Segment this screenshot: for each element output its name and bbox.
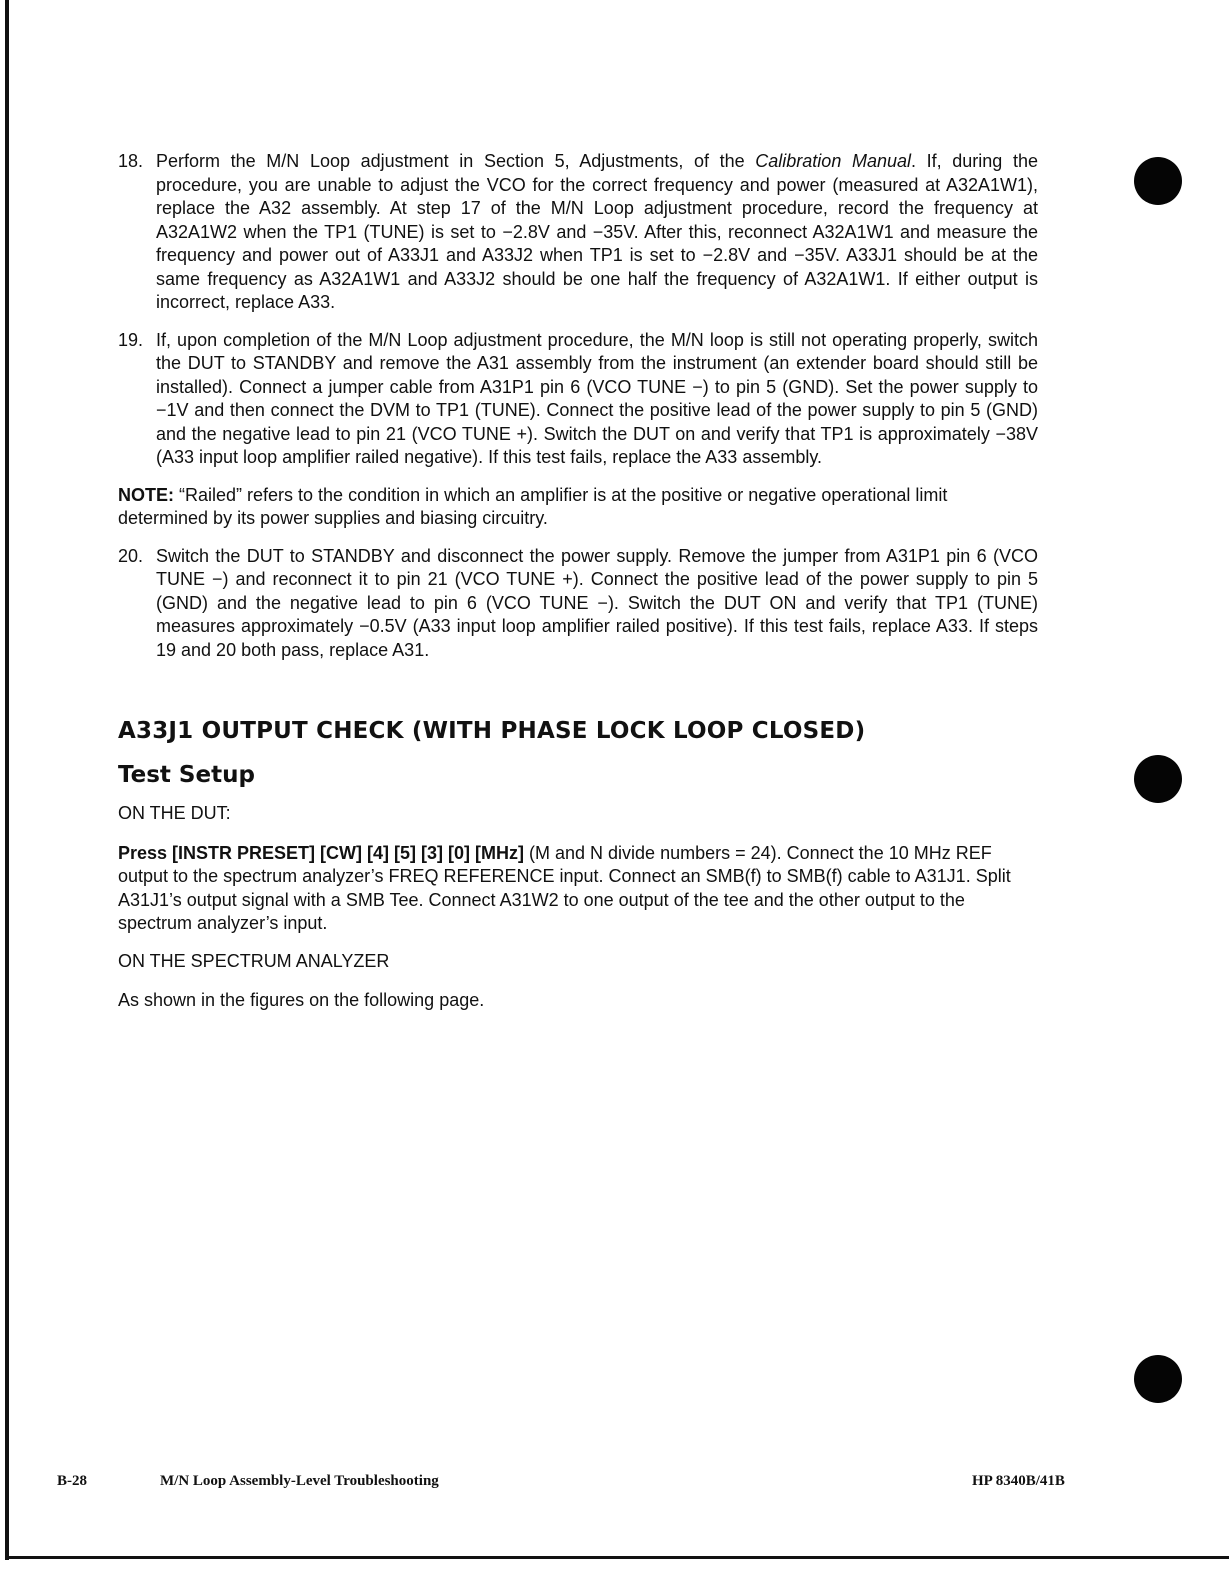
bottom-border-line <box>5 1556 1229 1559</box>
setup-paragraph <box>118 842 1038 936</box>
binder-hole-bottom <box>1134 1355 1182 1403</box>
footer-model: HP 8340B/41B <box>972 1473 1065 1489</box>
step-number: 18. <box>118 151 144 171</box>
setup-text: (M and N divide numbers = 24). Connect the 10 MHz REF output to the spectrum analyzer’s FREQ REFERENCE input. Connect an SMB(f) to SMB(f) cable to A31J1. Split A31J1’s output signal with a SMB Tee. Connect A31W2 to one output of the tee and the other output to the spectrum analyzer’s input. <box>118 842 1011 933</box>
on-dut-label: ON THE DUT: <box>118 803 231 823</box>
step-text: Switch the DUT to STANDBY and disconnect the power supply. Remove the jumper from A31P1 pin 6 (VCO TUNE −) and reconnect it to pin 21 (VCO TUNE +). Connect the positive lead of the power supply to pin 5 (GND) and the negative lead to pin 6 (VCO TUNE −). Switch the DUT ON and verify that TP1 (TUNE) measures approximately −0.5V (A33 input loop amplifier railed positive). If this test fails, replace A33. If steps 19 and 20 both pass, replace A31. <box>156 545 1038 660</box>
on-analyzer-label: ON THE SPECTRUM ANALYZER <box>118 950 390 971</box>
note <box>118 484 1038 531</box>
note-text: “Railed” refers to the condition in which an amplifier is at the positive or negative operational limit determined by its power supplies and biasing circuitry. <box>118 484 948 528</box>
step-text: Perform the M/N Loop adjustment in Section 5, Adjustments, of the <box>156 151 756 171</box>
step-text: If, upon completion of the M/N Loop adjustment procedure, the M/N loop is still not operating properly, switch the DUT to STANDBY and remove the A31 assembly from the instrument (an extender board should still be installed). Connect a jumper cable from A31P1 pin 6 (VCO TUNE −) to pin 5 (GND). Set the power supply to −1V and then connect the DVM to TP1 (TUNE). Connect the positive lead of the power supply to pin 5 (GND) and the negative lead to pin 21 (VCO TUNE +). Switch the DUT on and verify that TP1 is approximately −38V (A33 input loop amplifier railed negative). If this test fails, replace the A33 assembly. <box>156 329 1038 467</box>
as-shown-text: As shown in the figures on the following page. <box>118 990 485 1010</box>
manual-title: Calibration Manual <box>755 151 911 171</box>
step-text: . If, during the procedure, you are unable to adjust the VCO for the correct frequency and power (measured at A32A1W1), replace the A32 assembly. At step 17 of the M/N Loop adjustment procedure, record the frequency at A32A1W2 when the TP1 (TUNE) is set to −2.8V and −35V. After this, reconnect A32A1W1 and measure the frequency and power out of A33J1 and A33J2 when TP1 is set to −2.8V and −35V. A33J1 should be at the same frequency as A32A1W1 and A33J2 should be one half the frequency of A32A1W1. If either output is incorrect, replace A33. <box>156 151 1038 312</box>
subsection-heading: Test Setup <box>118 762 255 788</box>
left-border-line <box>5 0 9 1560</box>
binder-hole-top <box>1134 157 1182 205</box>
step-18 <box>118 150 1038 315</box>
step-number: 19. <box>118 329 144 350</box>
note-label: NOTE: <box>118 484 174 505</box>
step-19 <box>118 329 1038 470</box>
footer-page-number: B-28 <box>57 1473 87 1489</box>
section-heading: A33J1 OUTPUT CHECK (WITH PHASE LOCK LOOP CLOSED) <box>118 718 866 744</box>
page-content <box>118 150 1038 1013</box>
step-20 <box>118 545 1038 663</box>
step-number: 20. <box>118 545 144 566</box>
footer-chapter-title: M/N Loop Assembly-Level Troubleshooting <box>160 1473 439 1489</box>
binder-hole-middle <box>1134 755 1182 803</box>
key-sequence: Press [INSTR PRESET] [CW] [4] [5] [3] [0] [MHz] <box>118 842 525 863</box>
